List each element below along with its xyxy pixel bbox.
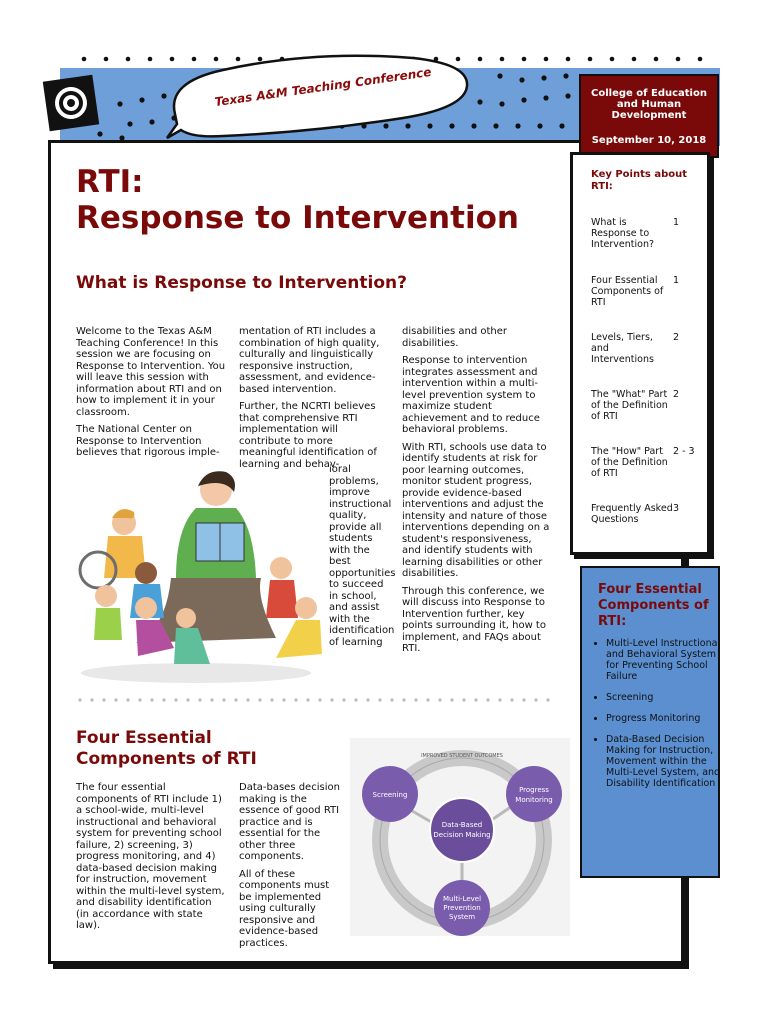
paragraph: disabilities and other disabilities.	[402, 326, 508, 349]
sidebar-item-page: 1	[673, 275, 680, 286]
college-name: College of Education and Human Development	[591, 88, 707, 121]
svg-text:System: System	[448, 913, 476, 921]
svg-text:Multi-Level: Multi-Level	[442, 895, 482, 903]
paragraph: mentation of RTI includes a combination of high quality, culturally and linguistically responsive instruction, assessment, and evidence-based intervention.	[239, 326, 380, 395]
paragraph: Response to intervention integrates assessment and intervention within a multi-level prevention system to maximize student achievement and to reduce behavioral problems.	[402, 355, 540, 435]
paragraph: The four essential components of RTI include 1) a school-wide, multi-level instructional and behavioral system for preventing school failure, 2) screening, 3) progress monitoring, and 4) data-based decision making for instruction, movement within the multi-level system, and disability identification (in accordance with state law).	[76, 782, 225, 931]
paragraph: The National Center on Response to Intervention believes that rigorous imple-	[76, 424, 220, 458]
sidebar-item-label: Frequently Asked Questions	[591, 503, 673, 525]
conference-speech-bubble	[163, 52, 473, 142]
teacher-reading-illustration	[76, 468, 326, 688]
paragraph: With RTI, schools use data to identify students at risk for poor learning outcomes, monitor student progress, provide evidence-based interventions and adjust the intensity and nature of those interventions depending on a student's responsiveness, and identify students with learning disabilities or other disabilities.	[402, 441, 550, 579]
components-box-title: Four Essential Components of RTI:	[598, 582, 709, 629]
college-box	[579, 74, 719, 158]
sidebar-item-four-components[interactable]	[591, 275, 703, 308]
section1-col1	[76, 326, 226, 465]
sidebar-item-page: 3	[673, 503, 680, 514]
sidebar-item-levels-tiers[interactable]	[591, 332, 703, 365]
sidebar-item-label: Levels, Tiers, and Interventions	[591, 332, 654, 365]
components-list	[594, 638, 728, 799]
list-item: • Progress Monitoring	[606, 713, 728, 724]
sidebar-item-label: Four Essential Components of RTI	[591, 275, 664, 308]
conference-title: Texas A&M Teaching Conference	[213, 64, 433, 110]
components-summary-box	[580, 566, 720, 878]
diagram-outer-label: IMPROVED STUDENT OUTCOMES	[421, 753, 503, 759]
paragraph: Data-bases decision making is the essence of good RTI practice and is essential for the other three components.	[239, 782, 340, 862]
paragraph: Welcome to the Texas A&M Teaching Conference! In this session we are focusing on Response to Intervention. You will leave this session with information about RTI and on how to implement it in your classroom.	[76, 326, 226, 418]
section1-col2-wrap	[329, 464, 396, 654]
sidebar-item-page: 2	[673, 332, 680, 343]
section1-heading: What is Response to Intervention?	[76, 273, 407, 293]
paragraph: Further, the NCRTI believes that comprehensive RTI implementation will contribute to more meaningful identification of learning and behav-	[239, 401, 377, 470]
sidebar-item-page: 2 - 3	[673, 446, 695, 457]
section2-heading-line1: Four Essential	[76, 728, 212, 748]
section2-heading-line2: Components of RTI	[76, 749, 257, 769]
sidebar-item-label: What is Response to Intervention?	[591, 217, 655, 250]
target-logo	[43, 75, 99, 131]
section2-heading	[76, 728, 257, 770]
sidebar-item-what-part[interactable]	[591, 389, 703, 422]
section1-col3	[402, 326, 552, 661]
list-item: • Multi-Level Instructional and Behavioral System for Preventing School Failure	[606, 638, 728, 682]
svg-text:Data-Based: Data-Based	[441, 821, 483, 829]
sidebar-item-page: 1	[673, 217, 680, 228]
section2-col1	[76, 782, 226, 938]
title-line1: RTI:	[76, 164, 144, 200]
diagram-screening: Screening	[372, 791, 408, 799]
sidebar-title: Key Points about RTI:	[591, 169, 687, 192]
svg-text:Monitoring: Monitoring	[515, 796, 553, 804]
section1-col2	[239, 326, 389, 476]
page-title	[76, 164, 519, 236]
sidebar-item-faq[interactable]	[591, 503, 703, 525]
paragraph: Through this conference, we will discuss into Response to Intervention further, key points surrounding it, how to implement, and FAQs about RTI.	[402, 585, 546, 654]
target-icon	[51, 83, 92, 124]
date: September 10, 2018	[591, 135, 707, 146]
svg-text:Decision Making: Decision Making	[433, 831, 491, 839]
paragraph: ioral problems, improve instructional quality, provide all students with the best opportunities to succeed in school, and assist with the identification of learning	[329, 464, 396, 648]
list-item: • Screening	[606, 692, 728, 703]
svg-text:Prevention: Prevention	[443, 904, 481, 912]
sidebar-item-label: The "What" Part of the Definition of RTI	[591, 389, 668, 422]
section2-col2	[239, 782, 343, 955]
svg-text:Progress: Progress	[519, 786, 549, 794]
sidebar-item-label: The "How" Part of the Definition of RTI	[591, 446, 668, 479]
paragraph: All of these components must be implemented using culturally responsive and evidence-based practices.	[239, 868, 330, 949]
key-points-sidebar	[570, 152, 710, 555]
list-item: • Data-Based Decision Making for Instruction, Movement within the Multi-Level System, and Disability Identification	[606, 734, 728, 789]
sidebar-item-page: 2	[673, 389, 680, 400]
section-separator	[76, 696, 556, 704]
rti-components-diagram	[350, 738, 570, 936]
sidebar-item-how-part[interactable]	[591, 446, 703, 479]
title-line2: Response to Intervention	[76, 200, 519, 236]
sidebar-item-what-is-rti[interactable]	[591, 217, 703, 250]
